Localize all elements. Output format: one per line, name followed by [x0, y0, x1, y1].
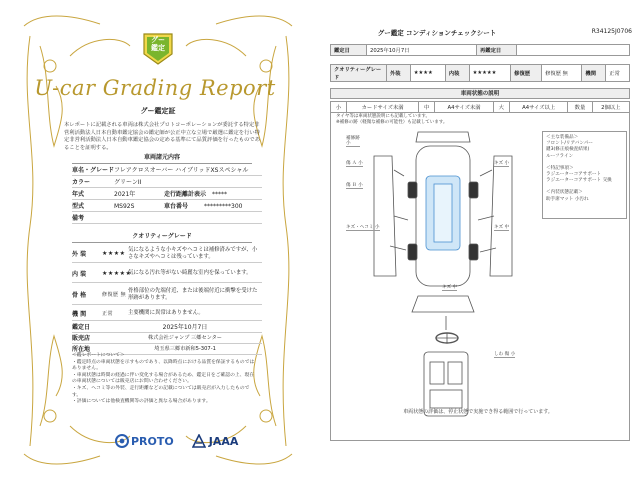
row-key-2: 車台番号	[164, 203, 189, 210]
equip-line: ルーフライン	[546, 153, 574, 159]
damage-label: キズ 中	[494, 225, 510, 230]
row-key: 備考	[72, 215, 85, 222]
damage-label: キズ 中	[442, 285, 458, 290]
row-value: 2025年10月7日	[162, 324, 208, 331]
vehicle-row-remarks	[72, 213, 262, 224]
jaaa-logo	[192, 434, 239, 448]
redate-key: 再鑑定日	[477, 45, 517, 56]
equip-line: ＜内装状態記載＞	[546, 190, 583, 196]
star-rating: ★★★★★	[102, 270, 132, 277]
row-value: 株式会社ジャンプ 三郷センター	[148, 335, 222, 341]
damage-label: 傷 Ａ 小	[346, 161, 363, 166]
footer-row-date	[72, 322, 262, 333]
grade-value: ★★★★★	[469, 65, 511, 82]
grade-key: 修復歴	[511, 65, 542, 82]
qty-key: 数量	[568, 102, 592, 113]
proto-text: PROTO	[131, 434, 174, 448]
row-key: 車名・グレード	[72, 167, 115, 174]
car-diagram	[334, 126, 534, 426]
quality-row-interior	[72, 265, 262, 283]
note-line: ＜鑑レポートについて＞	[72, 353, 125, 358]
row-value: MS92S	[114, 203, 135, 210]
row-key-2: 走行距離計表示	[164, 191, 207, 198]
size-legend	[330, 101, 630, 113]
condition-check-sheet	[322, 6, 634, 476]
row-value	[114, 213, 262, 223]
warning-note: タイヤ等は車両状態説明にも記載しています。 ※補修の跡（軽微な補修の可能性）も記載しています。	[336, 114, 448, 125]
row-description: 主要機関に異常はありません。	[128, 310, 204, 316]
damage-label: 補修跡 小	[346, 136, 360, 146]
note-line: ・鑑定時点の車両状態を示すものであり、以降時点における品質を保証するものではありません。	[72, 359, 255, 372]
equip-line: ＜特記事項＞	[546, 165, 574, 171]
damage-label: しわ 傷 小	[494, 352, 516, 357]
row-key: 鑑定日	[72, 324, 91, 331]
equip-line: ＜主な装備品＞	[546, 135, 579, 140]
quality-grade-table	[330, 64, 630, 82]
row-value: 2021年	[114, 191, 136, 198]
row-value: グリーンII	[114, 179, 142, 186]
row-value-2: *********300	[204, 203, 243, 210]
row-key: 年式	[72, 191, 85, 198]
row-description: 骨格部位の先端付近、または後端付近に衝撃を受けた形跡があります。	[128, 287, 258, 301]
size-desc: A4サイズ未満	[435, 102, 494, 113]
logo-strip	[115, 434, 238, 448]
engine-status: 正常	[102, 311, 114, 317]
row-description: 気になる汚れ等がない綺麗な室内を保っています。	[128, 270, 252, 276]
equip-line: ラジエーターコアサポート 交換	[546, 178, 612, 184]
quality-row-exterior	[72, 245, 262, 263]
grading-certificate	[10, 6, 306, 474]
date-value: 2025年10月7日	[367, 45, 477, 56]
footer-row-dealer	[72, 333, 262, 344]
vehicle-row-color	[72, 177, 262, 188]
row-key: 販売店	[72, 335, 91, 342]
note-line: ・車両状態は時間の経過に伴い変化する場合があるため、鑑定日をご確認の上、現在の車両状態については販売店にお問い合わせください。	[72, 372, 255, 385]
size-code: 小	[331, 102, 347, 113]
equip-line: 助手席マット 小汚れ	[546, 196, 589, 202]
damage-label: キズ・ヘコミ 小	[346, 225, 380, 230]
damage-label: 傷 Ｂ 小	[346, 183, 363, 188]
date-key: 鑑定日	[331, 45, 367, 56]
row-value-2: *****	[212, 191, 227, 198]
badge-text: グー 鑑定	[151, 36, 165, 52]
report-title: U-car Grading Report	[34, 76, 276, 100]
row-key: 機 関	[72, 311, 87, 318]
repair-history: 修復歴 無	[102, 292, 127, 298]
jaaa-text: JAAA	[208, 434, 239, 448]
grade-key: 内装	[445, 65, 469, 82]
row-key: カラー	[72, 179, 91, 186]
report-notes	[72, 353, 258, 406]
size-desc: カードサイズ未満	[346, 102, 418, 113]
grade-value: 修復歴 無	[542, 65, 582, 82]
sheet-footnote: 車両状態の評価は、停止状態で実施でき得る範囲で行っています。	[403, 409, 553, 415]
star-rating: ★★★★	[102, 250, 126, 257]
qty-value: 2個以上	[592, 102, 629, 113]
grade-value: 正常	[606, 65, 630, 82]
grade-value: ★★★★	[410, 65, 445, 82]
vehicle-row-model	[72, 201, 262, 212]
size-desc: A4サイズ以上	[509, 102, 568, 113]
quality-row-engine	[72, 307, 262, 321]
equipment-notes	[542, 131, 627, 219]
note-line: ・評価については他検査機関等の評価と異なる場合があります。	[72, 399, 211, 405]
damage-label: キズ 小	[494, 161, 510, 166]
certificate-label: グー鑑定証	[140, 107, 176, 115]
grade-key: 機関	[582, 65, 606, 82]
proto-mark-icon	[115, 434, 129, 448]
date-table	[330, 44, 630, 56]
row-key: 外 装	[72, 251, 87, 258]
proto-logo	[115, 434, 174, 448]
equip-line: ラジエーターコアサポート	[546, 172, 602, 178]
row-key: 内 装	[72, 271, 87, 278]
row-key: 骨 格	[72, 292, 87, 299]
state-heading: 車両状態の説明	[330, 88, 630, 99]
row-key: 所在地	[72, 346, 91, 353]
jaaa-mark-icon	[192, 434, 206, 448]
row-key: 型式	[72, 203, 85, 210]
vehicle-row-name	[72, 165, 262, 176]
sheet-title: グー鑑定 コンディションチェックシート	[377, 29, 497, 37]
sheet-code: R34125J0706	[591, 28, 632, 35]
redate-value	[517, 45, 630, 56]
grade-key: 外装	[387, 65, 411, 82]
equip-line: フロント/リアバンパー	[546, 141, 593, 147]
note-line: ・キズ、ヘコミ等の外装、走行距離などの記載については販売店が入力したものです。	[72, 385, 250, 398]
size-code: 中	[419, 102, 435, 113]
equip-line: 鍵3(修正痕検査結果)	[546, 147, 590, 153]
row-description: 気になるような小キズやヘコミは補修済みですが、小さなキズやヘコミは残っています。	[128, 246, 258, 260]
intro-text: 本レポートに記載される車両は株式会社プロトコーポレーションが委託する特定非営利活動法人日本自動車鑑定協会の鑑定師が公正中立な立場で厳選に鑑定を行い特定非営利活動法人日本自動車鑑定協会の定める基準にて品質評価を行ったものであることを証明する。	[64, 122, 260, 151]
vehicle-section-heading: 車両諸元内容	[72, 152, 252, 164]
quality-section-heading: クオリティーグレード	[72, 231, 252, 243]
quality-row-frame	[72, 285, 262, 305]
row-value: フレアクロスオーバー ハイブリッドXSスペシャル	[114, 167, 249, 174]
row-value: 埼玉県三郷市新和5-307-1	[154, 346, 216, 352]
vehicle-row-year	[72, 189, 262, 200]
size-code: 大	[493, 102, 509, 113]
quality-grade-key: クオリティーグレード	[331, 65, 387, 82]
